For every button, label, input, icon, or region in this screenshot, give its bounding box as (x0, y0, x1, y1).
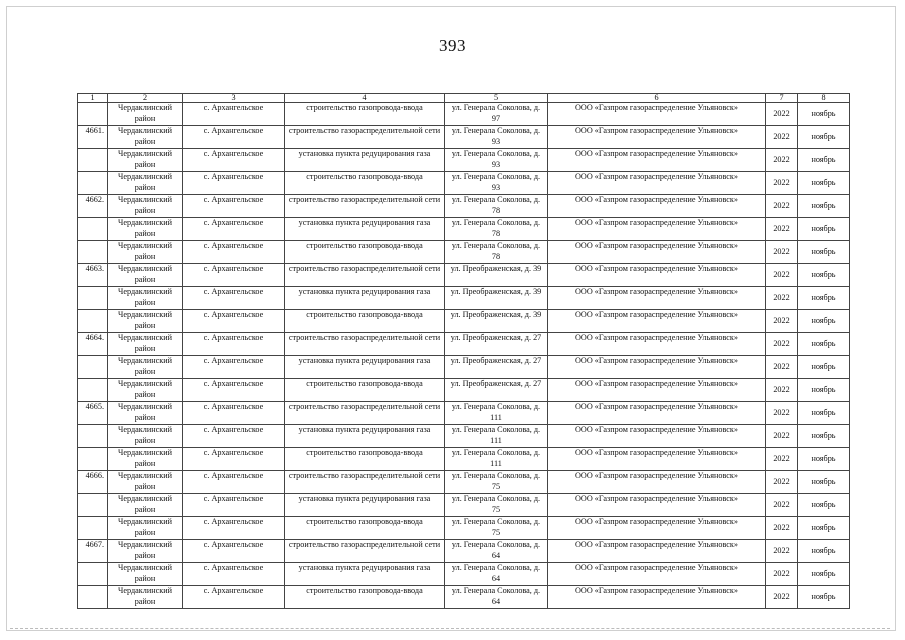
work-type-cell: строительство газораспределительной сети (285, 333, 445, 356)
row-number (78, 448, 108, 471)
address-cell: ул. Генерала Соколова, д. 75 (445, 471, 548, 494)
table-row (78, 494, 850, 517)
address-cell: ул. Генерала Соколова, д. 75 (445, 494, 548, 517)
district-cell: Чердаклинский район (108, 103, 183, 126)
work-type-cell: строительство газопровода-ввода (285, 310, 445, 333)
column-number-row (78, 94, 850, 103)
organization-cell: ООО «Газпром газораспределение Ульяновск» (548, 241, 766, 264)
table-row (78, 172, 850, 195)
work-type-cell: установка пункта редуцирования газа (285, 149, 445, 172)
column-header: 6 (548, 94, 766, 103)
month-cell: ноябрь (798, 517, 850, 540)
settlement-cell: с. Архангельское (183, 149, 285, 172)
row-number (78, 103, 108, 126)
year-cell: 2022 (766, 402, 798, 425)
address-cell: ул. Преображенская, д. 27 (445, 356, 548, 379)
table-row (78, 218, 850, 241)
month-cell: ноябрь (798, 586, 850, 609)
column-header: 8 (798, 94, 850, 103)
settlement-cell: с. Архангельское (183, 195, 285, 218)
settlement-cell: с. Архангельское (183, 333, 285, 356)
year-cell: 2022 (766, 103, 798, 126)
month-cell: ноябрь (798, 356, 850, 379)
table-row (78, 379, 850, 402)
settlement-cell: с. Архангельское (183, 356, 285, 379)
district-cell: Чердаклинский район (108, 218, 183, 241)
row-number (78, 586, 108, 609)
district-cell: Чердаклинский район (108, 540, 183, 563)
organization-cell: ООО «Газпром газораспределение Ульяновск» (548, 425, 766, 448)
settlement-cell: с. Архангельское (183, 310, 285, 333)
address-cell: ул. Генерала Соколова, д. 78 (445, 218, 548, 241)
address-cell: ул. Генерала Соколова, д. 78 (445, 195, 548, 218)
work-type-cell: строительство газопровода-ввода (285, 448, 445, 471)
month-cell: ноябрь (798, 448, 850, 471)
organization-cell: ООО «Газпром газораспределение Ульяновск» (548, 287, 766, 310)
column-header: 2 (108, 94, 183, 103)
address-cell: ул. Генерала Соколова, д. 111 (445, 425, 548, 448)
year-cell: 2022 (766, 448, 798, 471)
work-type-cell: строительство газопровода-ввода (285, 172, 445, 195)
organization-cell: ООО «Газпром газораспределение Ульяновск» (548, 471, 766, 494)
month-cell: ноябрь (798, 425, 850, 448)
settlement-cell: с. Архангельское (183, 287, 285, 310)
work-type-cell: строительство газораспределительной сети (285, 540, 445, 563)
district-cell: Чердаклинский район (108, 287, 183, 310)
settlement-cell: с. Архангельское (183, 471, 285, 494)
district-cell: Чердаклинский район (108, 425, 183, 448)
settlement-cell: с. Архангельское (183, 425, 285, 448)
work-type-cell: установка пункта редуцирования газа (285, 287, 445, 310)
work-type-cell: установка пункта редуцирования газа (285, 494, 445, 517)
settlement-cell: с. Архангельское (183, 264, 285, 287)
table-row (78, 402, 850, 425)
work-type-cell: установка пункта редуцирования газа (285, 356, 445, 379)
month-cell: ноябрь (798, 540, 850, 563)
column-header: 7 (766, 94, 798, 103)
work-type-cell: строительство газопровода-ввода (285, 103, 445, 126)
address-cell: ул. Генерала Соколова, д. 93 (445, 126, 548, 149)
table-row (78, 310, 850, 333)
table-row (78, 264, 850, 287)
month-cell: ноябрь (798, 379, 850, 402)
year-cell: 2022 (766, 241, 798, 264)
month-cell: ноябрь (798, 310, 850, 333)
table-row (78, 586, 850, 609)
district-cell: Чердаклинский район (108, 402, 183, 425)
organization-cell: ООО «Газпром газораспределение Ульяновск» (548, 149, 766, 172)
district-cell: Чердаклинский район (108, 356, 183, 379)
month-cell: ноябрь (798, 218, 850, 241)
month-cell: ноябрь (798, 333, 850, 356)
year-cell: 2022 (766, 310, 798, 333)
address-cell: ул. Генерала Соколова, д. 64 (445, 540, 548, 563)
organization-cell: ООО «Газпром газораспределение Ульяновск» (548, 402, 766, 425)
row-number: 4664. (78, 333, 108, 356)
table-row (78, 563, 850, 586)
year-cell: 2022 (766, 149, 798, 172)
gas-works-table (77, 93, 850, 609)
work-type-cell: строительство газопровода-ввода (285, 586, 445, 609)
organization-cell: ООО «Газпром газораспределение Ульяновск» (548, 540, 766, 563)
month-cell: ноябрь (798, 241, 850, 264)
address-cell: ул. Генерала Соколова, д. 64 (445, 586, 548, 609)
table-row (78, 425, 850, 448)
table-row (78, 287, 850, 310)
row-number (78, 494, 108, 517)
address-cell: ул. Генерала Соколова, д. 97 (445, 103, 548, 126)
row-number: 4667. (78, 540, 108, 563)
organization-cell: ООО «Газпром газораспределение Ульяновск» (548, 126, 766, 149)
year-cell: 2022 (766, 126, 798, 149)
year-cell: 2022 (766, 517, 798, 540)
year-cell: 2022 (766, 586, 798, 609)
page-number: 393 (439, 36, 466, 55)
table-row (78, 126, 850, 149)
row-number (78, 563, 108, 586)
organization-cell: ООО «Газпром газораспределение Ульяновск» (548, 448, 766, 471)
settlement-cell: с. Архангельское (183, 494, 285, 517)
district-cell: Чердаклинский район (108, 149, 183, 172)
month-cell: ноябрь (798, 494, 850, 517)
district-cell: Чердаклинский район (108, 195, 183, 218)
organization-cell: ООО «Газпром газораспределение Ульяновск» (548, 195, 766, 218)
district-cell: Чердаклинский район (108, 172, 183, 195)
district-cell: Чердаклинский район (108, 494, 183, 517)
column-header: 5 (445, 94, 548, 103)
row-number (78, 172, 108, 195)
district-cell: Чердаклинский район (108, 586, 183, 609)
settlement-cell: с. Архангельское (183, 563, 285, 586)
settlement-cell: с. Архангельское (183, 540, 285, 563)
row-number (78, 356, 108, 379)
organization-cell: ООО «Газпром газораспределение Ульяновск» (548, 172, 766, 195)
table-row (78, 241, 850, 264)
work-type-cell: строительство газораспределительной сети (285, 195, 445, 218)
row-number: 4661. (78, 126, 108, 149)
row-number (78, 149, 108, 172)
organization-cell: ООО «Газпром газораспределение Ульяновск» (548, 103, 766, 126)
month-cell: ноябрь (798, 563, 850, 586)
work-type-cell: строительство газораспределительной сети (285, 264, 445, 287)
month-cell: ноябрь (798, 172, 850, 195)
settlement-cell: с. Архангельское (183, 103, 285, 126)
organization-cell: ООО «Газпром газораспределение Ульяновск» (548, 310, 766, 333)
address-cell: ул. Генерала Соколова, д. 78 (445, 241, 548, 264)
month-cell: ноябрь (798, 471, 850, 494)
table-row (78, 517, 850, 540)
year-cell: 2022 (766, 218, 798, 241)
settlement-cell: с. Архангельское (183, 172, 285, 195)
district-cell: Чердаклинский район (108, 241, 183, 264)
work-type-cell: установка пункта редуцирования газа (285, 218, 445, 241)
table-row (78, 333, 850, 356)
district-cell: Чердаклинский район (108, 310, 183, 333)
year-cell: 2022 (766, 333, 798, 356)
address-cell: ул. Преображенская, д. 27 (445, 333, 548, 356)
year-cell: 2022 (766, 540, 798, 563)
row-number (78, 241, 108, 264)
column-header: 1 (78, 94, 108, 103)
organization-cell: ООО «Газпром газораспределение Ульяновск» (548, 379, 766, 402)
work-type-cell: строительство газораспределительной сети (285, 471, 445, 494)
gas-works-table-container (77, 93, 849, 609)
settlement-cell: с. Архангельское (183, 448, 285, 471)
row-number (78, 517, 108, 540)
month-cell: ноябрь (798, 402, 850, 425)
row-number (78, 287, 108, 310)
table-row (78, 195, 850, 218)
settlement-cell: с. Архангельское (183, 218, 285, 241)
district-cell: Чердаклинский район (108, 379, 183, 402)
bottom-edge-line (10, 628, 890, 629)
column-header: 3 (183, 94, 285, 103)
row-number (78, 425, 108, 448)
year-cell: 2022 (766, 425, 798, 448)
address-cell: ул. Генерала Соколова, д. 111 (445, 402, 548, 425)
table-row (78, 471, 850, 494)
organization-cell: ООО «Газпром газораспределение Ульяновск» (548, 586, 766, 609)
address-cell: ул. Генерала Соколова, д. 93 (445, 172, 548, 195)
month-cell: ноябрь (798, 126, 850, 149)
organization-cell: ООО «Газпром газораспределение Ульяновск» (548, 356, 766, 379)
month-cell: ноябрь (798, 103, 850, 126)
district-cell: Чердаклинский район (108, 517, 183, 540)
work-type-cell: установка пункта редуцирования газа (285, 425, 445, 448)
settlement-cell: с. Архангельское (183, 126, 285, 149)
work-type-cell: строительство газопровода-ввода (285, 517, 445, 540)
district-cell: Чердаклинский район (108, 126, 183, 149)
year-cell: 2022 (766, 563, 798, 586)
column-header: 4 (285, 94, 445, 103)
table-row (78, 149, 850, 172)
address-cell: ул. Генерала Соколова, д. 75 (445, 517, 548, 540)
address-cell: ул. Генерала Соколова, д. 111 (445, 448, 548, 471)
year-cell: 2022 (766, 356, 798, 379)
month-cell: ноябрь (798, 264, 850, 287)
work-type-cell: строительство газораспределительной сети (285, 402, 445, 425)
year-cell: 2022 (766, 172, 798, 195)
settlement-cell: с. Архангельское (183, 586, 285, 609)
district-cell: Чердаклинский район (108, 264, 183, 287)
district-cell: Чердаклинский район (108, 563, 183, 586)
work-type-cell: строительство газопровода-ввода (285, 241, 445, 264)
table-row (78, 540, 850, 563)
settlement-cell: с. Архангельское (183, 379, 285, 402)
year-cell: 2022 (766, 264, 798, 287)
settlement-cell: с. Архангельское (183, 241, 285, 264)
year-cell: 2022 (766, 471, 798, 494)
organization-cell: ООО «Газпром газораспределение Ульяновск» (548, 563, 766, 586)
year-cell: 2022 (766, 494, 798, 517)
year-cell: 2022 (766, 195, 798, 218)
address-cell: ул. Генерала Соколова, д. 93 (445, 149, 548, 172)
year-cell: 2022 (766, 379, 798, 402)
address-cell: ул. Преображенская, д. 39 (445, 310, 548, 333)
settlement-cell: с. Архангельское (183, 517, 285, 540)
month-cell: ноябрь (798, 287, 850, 310)
row-number (78, 218, 108, 241)
month-cell: ноябрь (798, 195, 850, 218)
month-cell: ноябрь (798, 149, 850, 172)
district-cell: Чердаклинский район (108, 333, 183, 356)
organization-cell: ООО «Газпром газораспределение Ульяновск» (548, 264, 766, 287)
organization-cell: ООО «Газпром газораспределение Ульяновск» (548, 333, 766, 356)
row-number: 4666. (78, 471, 108, 494)
settlement-cell: с. Архангельское (183, 402, 285, 425)
work-type-cell: установка пункта редуцирования газа (285, 563, 445, 586)
table-body (78, 103, 850, 609)
table-row (78, 356, 850, 379)
table-row (78, 103, 850, 126)
work-type-cell: строительство газопровода-ввода (285, 379, 445, 402)
row-number: 4665. (78, 402, 108, 425)
address-cell: ул. Преображенская, д. 39 (445, 287, 548, 310)
row-number (78, 310, 108, 333)
organization-cell: ООО «Газпром газораспределение Ульяновск» (548, 494, 766, 517)
address-cell: ул. Преображенская, д. 27 (445, 379, 548, 402)
address-cell: ул. Преображенская, д. 39 (445, 264, 548, 287)
row-number: 4663. (78, 264, 108, 287)
row-number: 4662. (78, 195, 108, 218)
district-cell: Чердаклинский район (108, 448, 183, 471)
organization-cell: ООО «Газпром газораспределение Ульяновск» (548, 218, 766, 241)
table-row (78, 448, 850, 471)
district-cell: Чердаклинский район (108, 471, 183, 494)
organization-cell: ООО «Газпром газораспределение Ульяновск» (548, 517, 766, 540)
year-cell: 2022 (766, 287, 798, 310)
row-number (78, 379, 108, 402)
address-cell: ул. Генерала Соколова, д. 64 (445, 563, 548, 586)
work-type-cell: строительство газораспределительной сети (285, 126, 445, 149)
